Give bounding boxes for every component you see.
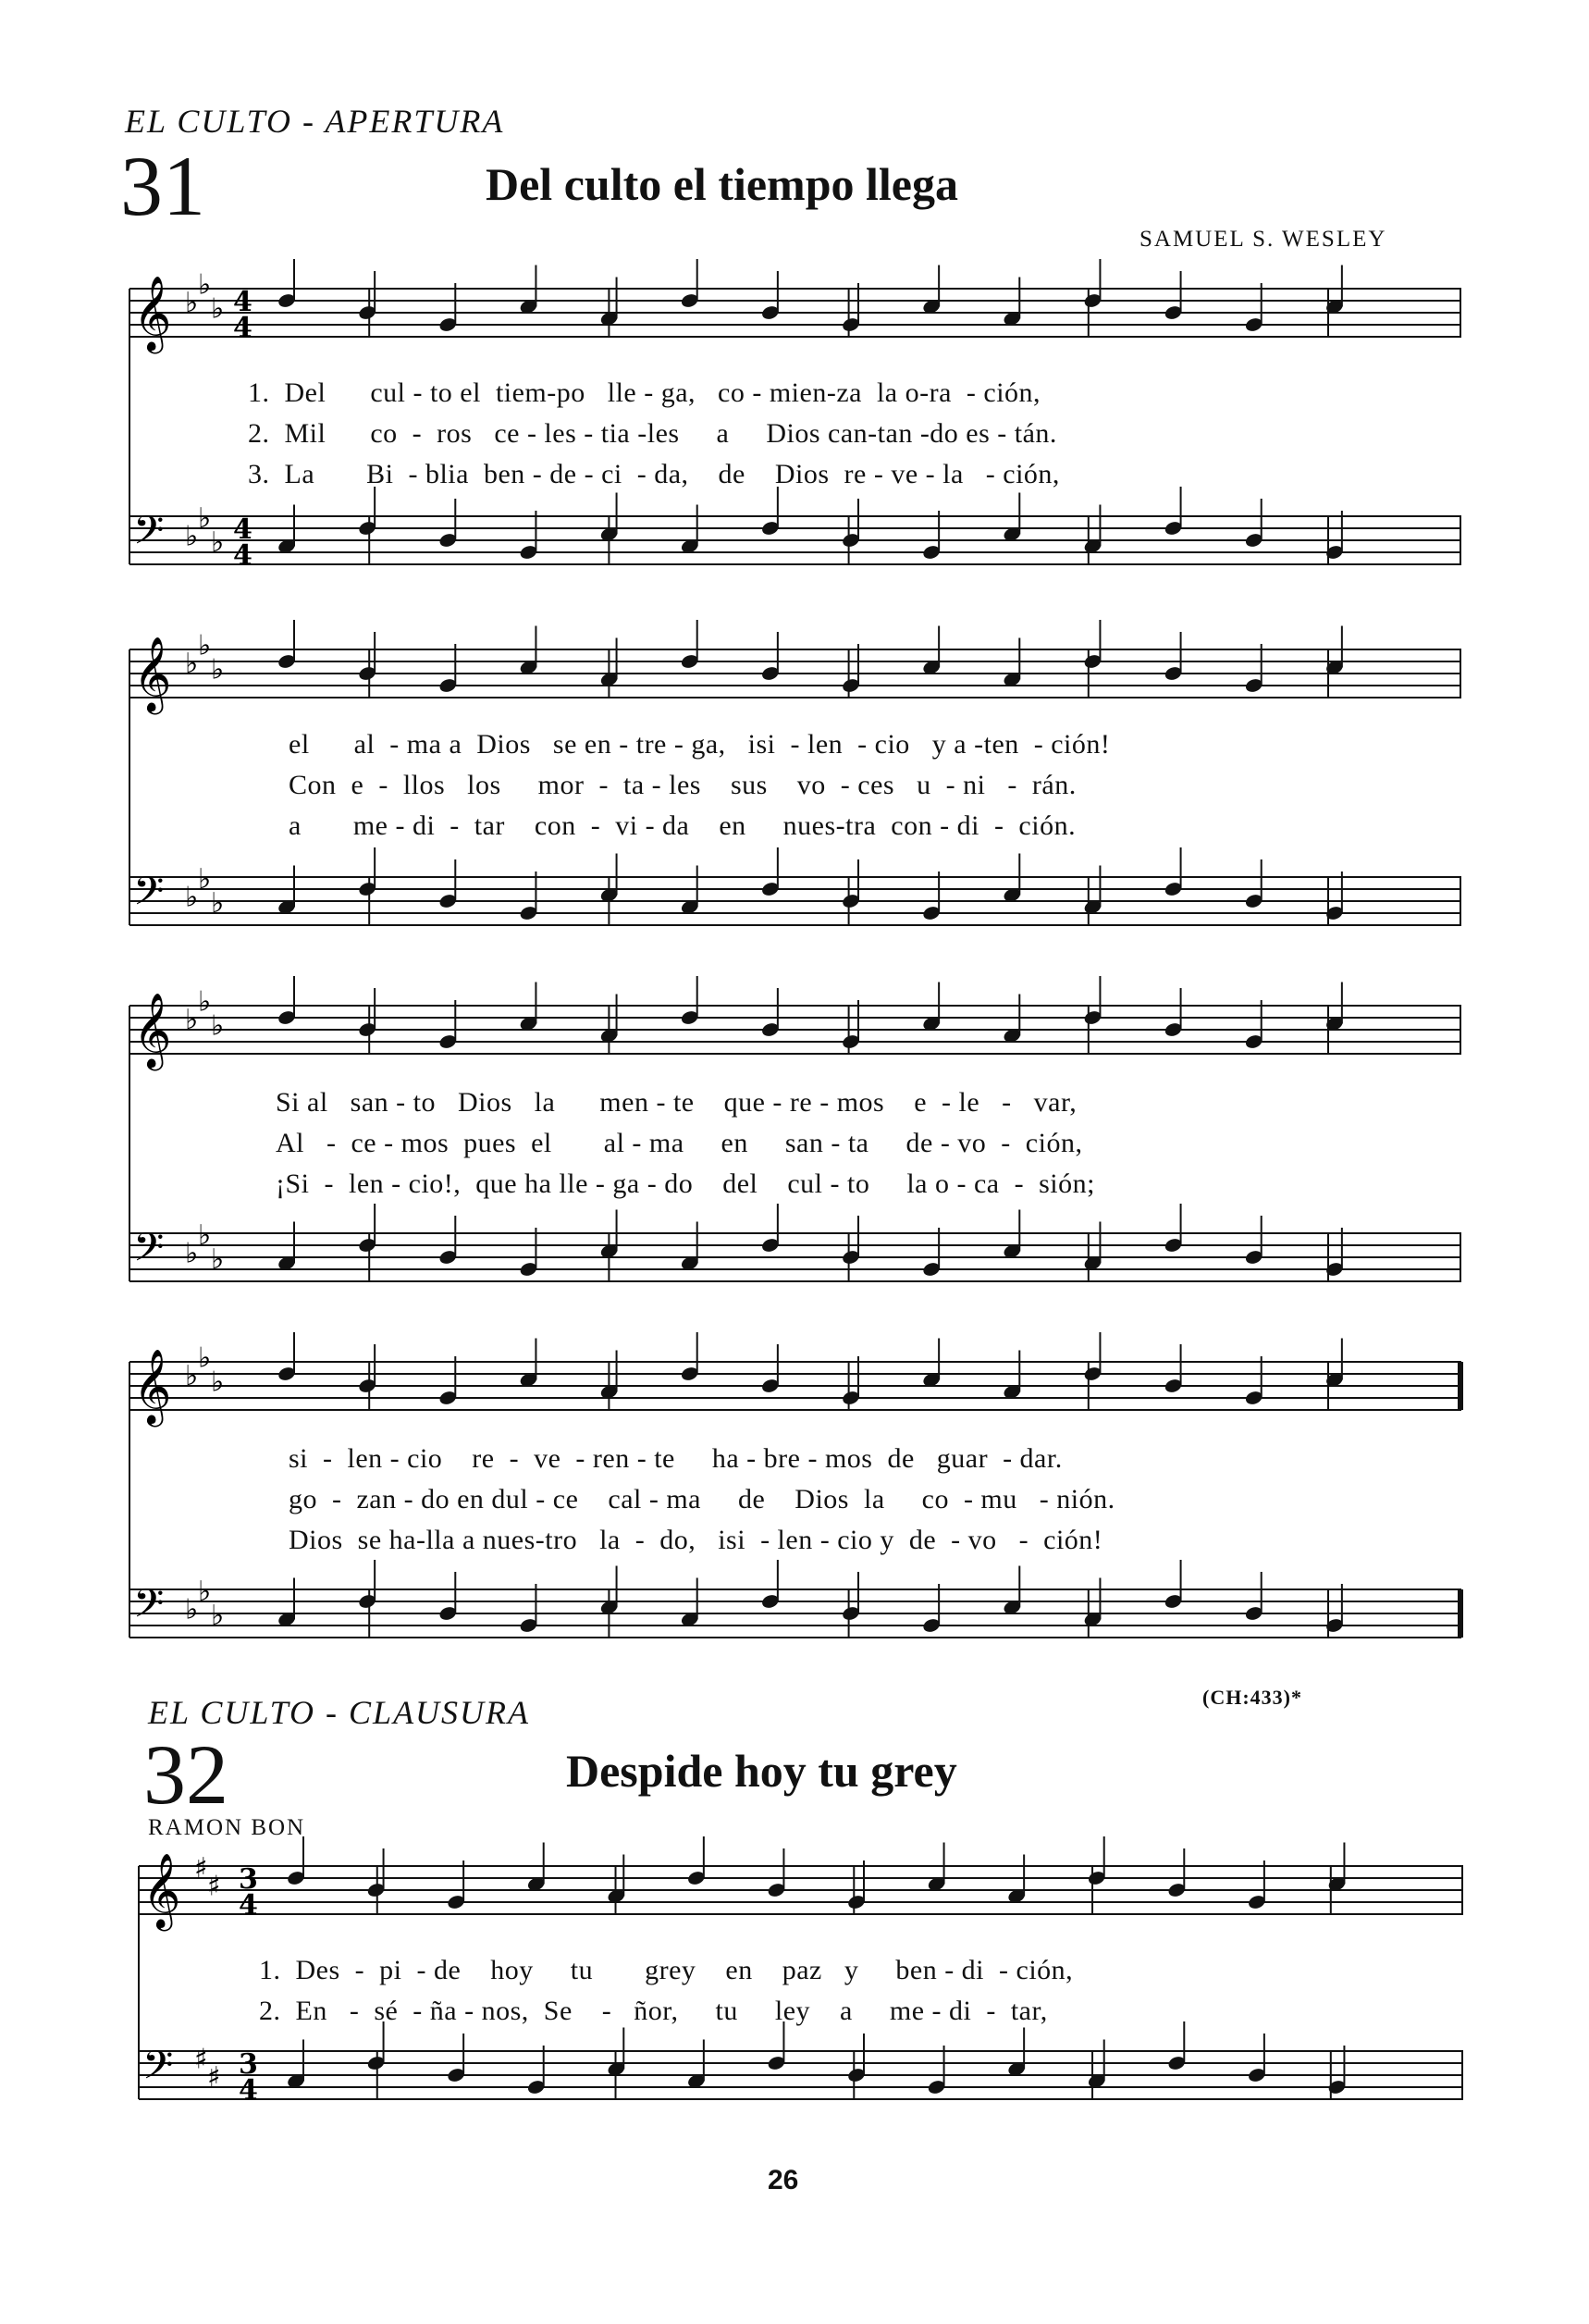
sharp-icon: ♯ bbox=[207, 2061, 221, 2094]
lyric-line-verse-1: 1. Del cul - to el tiem-po lle - ga, co - mien-za la o-ra - ción, bbox=[248, 377, 1041, 408]
bass-clef-icon: 𝄢 bbox=[133, 869, 165, 924]
flat-icon: ♭ bbox=[185, 881, 199, 914]
lyric-line-verse-1: el al - ma a Dios se en - tre - ga, isi - len - cio y a -ten - ción! bbox=[289, 729, 1111, 760]
flat-icon: ♭ bbox=[198, 863, 212, 896]
flat-icon: ♭ bbox=[198, 1219, 212, 1252]
flat-icon: ♭ bbox=[198, 502, 212, 535]
section-label-apertura: EL CULTO - APERTURA bbox=[125, 103, 505, 140]
music-system-31-4 bbox=[129, 1341, 1461, 1647]
sharp-icon: ♯ bbox=[207, 1870, 221, 1903]
flat-icon: ♭ bbox=[185, 648, 199, 680]
lyric-line-verse-1: 1. Des - pi - de hoy tu grey en paz y ben - di - ción, bbox=[259, 1955, 1074, 1985]
bass-clef-icon: 𝄢 bbox=[133, 1225, 165, 1280]
lyric-line-verse-3: a me - di - tar con - vi - da en nues-tra con - di - ción. bbox=[289, 810, 1077, 841]
lyric-line-verse-3: Dios se ha-lla a nues-tro la - do, isi - len - cio y de - vo - ción! bbox=[289, 1525, 1103, 1555]
sharp-icon: ♯ bbox=[194, 1852, 208, 1885]
treble-clef-icon: 𝄞 bbox=[133, 275, 172, 351]
flat-icon: ♭ bbox=[198, 629, 212, 662]
lyric-line-verse-2: go - zan - do en dul - ce cal - ma de Dios la co - mu - nión. bbox=[289, 1484, 1115, 1514]
composer-32: RAMON BON bbox=[148, 1815, 306, 1840]
lyric-line-verse-2: Con e - llos los mor - ta - les sus vo - ces u - ni - rán. bbox=[289, 770, 1077, 800]
lyric-line-verse-2: 2. Mil co - ros ce - les - tia -les a Dios can-tan -do es - tán. bbox=[248, 418, 1057, 449]
treble-clef-icon: 𝄞 bbox=[133, 636, 172, 711]
sharp-icon: ♯ bbox=[194, 2043, 208, 2076]
music-system-31-2 bbox=[129, 629, 1461, 934]
flat-icon: ♭ bbox=[211, 1366, 225, 1399]
bass-clef-icon: 𝄢 bbox=[142, 2043, 174, 2098]
hymn-title-32: Despide hoy tu grey bbox=[566, 1745, 957, 1797]
treble-clef-icon: 𝄞 bbox=[142, 1852, 181, 1928]
flat-icon: ♭ bbox=[211, 1600, 225, 1632]
lyric-line-verse-3: ¡Si - len - cio!, que ha lle - ga - do del cul - to la o - ca - sión; bbox=[276, 1168, 1095, 1199]
flat-icon: ♭ bbox=[198, 1576, 212, 1608]
flat-icon: ♭ bbox=[211, 887, 225, 920]
music-system-32-1 bbox=[139, 1846, 1463, 2151]
flat-icon: ♭ bbox=[211, 1243, 225, 1276]
bass-clef-icon: 𝄢 bbox=[133, 1581, 165, 1637]
flat-icon: ♭ bbox=[185, 1004, 199, 1036]
hymn-title-31: Del culto el tiempo llega bbox=[486, 158, 958, 210]
composer-31: SAMUEL S. WESLEY bbox=[1139, 227, 1387, 252]
time-signature-bottom: 4 bbox=[233, 539, 253, 572]
flat-icon: ♭ bbox=[198, 1341, 212, 1375]
time-signature-top: 4 bbox=[233, 513, 253, 546]
lyric-line-verse-2: 2. En - sé - ña - nos, Se - ñor, tu ley a me - di - tar, bbox=[259, 1996, 1048, 2026]
flat-icon: ♭ bbox=[185, 1593, 199, 1626]
flat-icon: ♭ bbox=[211, 526, 225, 559]
flat-icon: ♭ bbox=[198, 268, 212, 302]
lyric-line-verse-2: Al - ce - mos pues el al - ma en san - ta de - vo - ción, bbox=[276, 1128, 1083, 1158]
time-signature-bottom: 4 bbox=[239, 1889, 258, 1922]
flat-icon: ♭ bbox=[185, 1360, 199, 1392]
lyric-line-verse-3: 3. La Bi - blia ben - de - ci - da, de Dios re - ve - la - ción, bbox=[248, 459, 1060, 489]
section-label-clausura: EL CULTO - CLAUSURA bbox=[148, 1694, 531, 1731]
music-system-31-1 bbox=[129, 268, 1461, 574]
flat-icon: ♭ bbox=[185, 520, 199, 553]
flat-icon: ♭ bbox=[211, 1009, 225, 1043]
page-number: 26 bbox=[768, 2165, 799, 2195]
time-signature-top: 3 bbox=[239, 2048, 258, 2081]
treble-clef-icon: 𝄞 bbox=[133, 1348, 172, 1424]
reference-code: (CH:433)* bbox=[1202, 1686, 1302, 1709]
flat-icon: ♭ bbox=[211, 653, 225, 686]
flat-icon: ♭ bbox=[198, 985, 212, 1019]
time-signature-bottom: 4 bbox=[233, 312, 253, 344]
lyric-line-verse-1: si - len - cio re - ve - ren - te ha - bre - mos de guar - dar. bbox=[289, 1443, 1063, 1474]
time-signature-top: 4 bbox=[233, 286, 253, 318]
time-signature-bottom: 4 bbox=[239, 2074, 258, 2107]
flat-icon: ♭ bbox=[185, 1237, 199, 1270]
bass-clef-icon: 𝄢 bbox=[133, 508, 165, 563]
treble-clef-icon: 𝄞 bbox=[133, 992, 172, 1068]
flat-icon: ♭ bbox=[185, 287, 199, 319]
time-signature-top: 3 bbox=[239, 1863, 258, 1896]
music-system-31-3 bbox=[129, 985, 1461, 1291]
lyric-line-verse-1: Si al san - to Dios la men - te que - re - mos e - le - var, bbox=[276, 1087, 1078, 1118]
flat-icon: ♭ bbox=[211, 292, 225, 326]
hymn-number-32: 32 bbox=[143, 1727, 228, 1822]
hymn-number-31: 31 bbox=[120, 139, 205, 233]
